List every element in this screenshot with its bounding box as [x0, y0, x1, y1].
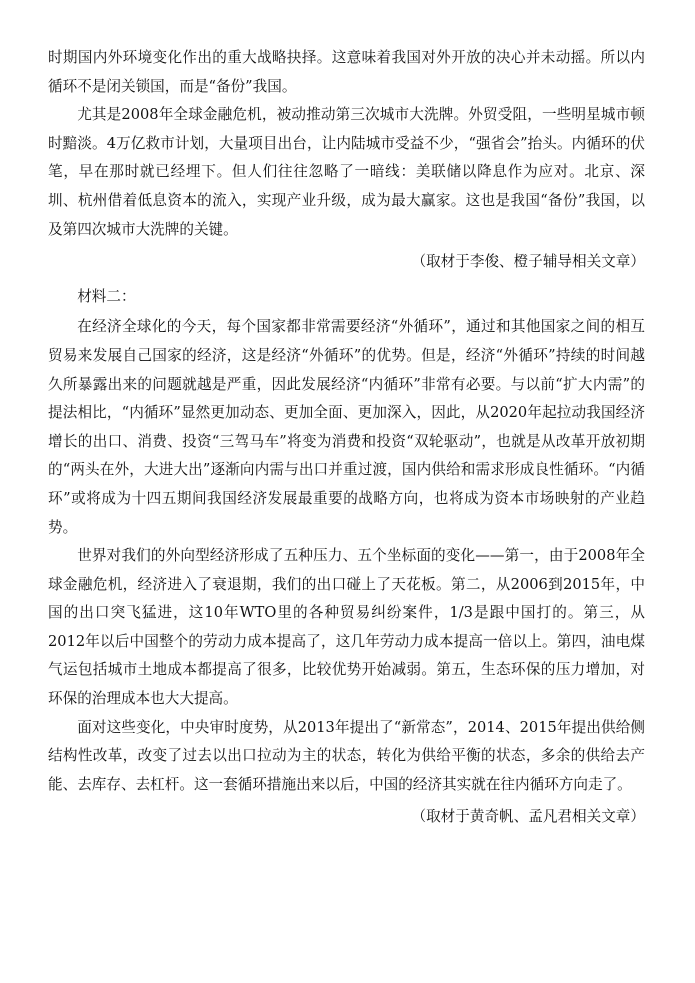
- paragraph-continued: 时期国内外环境变化作出的重大战略抉择。这意味着我国对外开放的决心并未动摇。所以内循环不是闭关锁国，而是“备份”我国。: [48, 49, 645, 95]
- paragraph-globalization: 在经济全球化的今天，每个国家都非常需要经济“外循环”，通过和其他国家之间的相互贸易来发展自己国家的经济，这是经济“外循环”的优势。但是，经济“外循环”持续的时间越久所暴露出来的问题就越是严重，因此发展经济“内循环”非常有必要。与以前“扩大内需”的提法相比，“内循环”显然更加动态、更加全面、更加深入，因此，从2020年起拉动我国经济增长的出口、消费、投资“三驾马车”将变为消费和投资“双轮驱动”，也就是从改革开放初期的“两头在外，大进大出”逐渐向内需与出口并重过渡，国内供给和需求形成良性循环。“内循环”或将成为十四五期间我国经济发展最重要的战略方向，也将成为资本市场映射的产业趋势。: [48, 318, 645, 536]
- material-two-heading: 材料二：: [77, 287, 136, 305]
- source-citation-2: （取材于黄奇帆、孟凡君相关文章）: [411, 808, 645, 826]
- paragraph-new-normal: 面对这些变化，中央审时度势，从2013年提出了“新常态”，2014、2015年提出供给侧结构性改革，改变了过去以出口拉动为主的状态，转化为供给平衡的状态，多余的供给去产能、去库存、去杠杆。这一套循环措施出来以后，中国的经济其实就在往内循环方向走了。: [48, 718, 645, 793]
- paragraph-five-pressures: 世界对我们的外向型经济形成了五种压力、五个坐标面的变化——第一，由于2008年全球金融危机，经济进入了衰退期，我们的出口碰上了天花板。第二，从2006到2015年，中国的出口突飞猛进，这10年WTO里的各种贸易纠纷案件，1/3是跟中国打的。第三，从2012年以后中国整个的劳动力成本提高了，这几年劳动力成本提高一倍以上。第四，油电煤气运包括城市土地成本都提高了很多，比较优势开始减弱。第五，生态环保的压力增加，对环保的治理成本也大大提高。: [48, 547, 645, 708]
- paragraph-financial-crisis: 尤其是2008年全球金融危机，被动推动第三次城市大洗牌。外贸受阻，一些明星城市顿时黯淡。4万亿救市计划，大量项目出台，让内陆城市受益不少，“强省会”抬头。内循环的伏笔，早在那时就已经埋下。但人们往往忽略了一暗线：美联储以降息作为应对。北京、深圳、杭州借着低息资本的流入，实现产业升级，成为最大赢家。这也是我国“备份”我国，以及第四次城市大洗牌的关键。: [48, 106, 645, 238]
- source-citation-1: （取材于李俊、橙子辅导相关文章）: [411, 253, 645, 271]
